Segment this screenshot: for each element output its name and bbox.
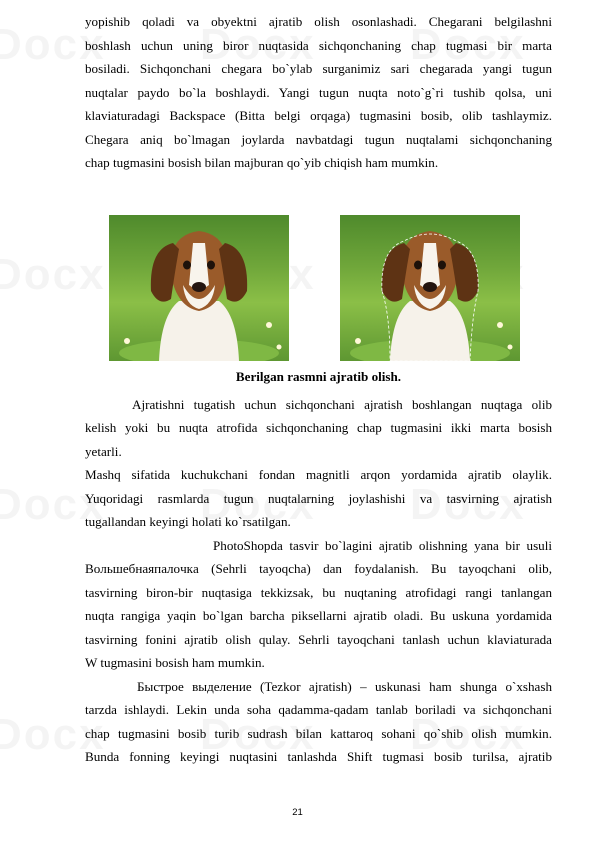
page-number: 21 <box>292 807 303 818</box>
text-line: Chegara aniq bo`lmagan joylarda navbatdagi tugun nuqtalami sichqonchaning <box>85 131 552 147</box>
text-line: Bunda fonning keyingi nuqtasini tanlashda Shift tugmasi bosib turilsa, ajratib <box>85 749 552 764</box>
text-line: yopishib qoladi va obyektni ajratib olish osonlashadi. Chegarani belgilashni <box>85 14 552 29</box>
beagle-puppy-icon <box>340 215 520 361</box>
text-line: chap tugmasini bosish bilan majburan qo`yib chiqish ham mumkin. <box>85 155 439 170</box>
text-line: W tugmasini bosish ham mumkin. <box>85 655 265 670</box>
text-line: Yuqoridagi rasmlarda tugun nuqtalarning joylashishi va tasvirning ajratish <box>85 490 552 506</box>
text-line: kelish yoki bu nuqta atrofida sichqonchaning chap tugmasini ikki marta bosish <box>85 420 552 435</box>
page-body <box>85 10 552 769</box>
figure-puppies <box>85 215 552 393</box>
text-line: tugallandan keyingi holati ko`rsatilgan. <box>85 514 291 529</box>
text-line: boshlash uchun uning biror nuqtasida sichqonchaning chap tugmasi bir marta <box>85 37 552 53</box>
paragraph-finish-selection <box>85 393 552 464</box>
text-line: yetarli. <box>85 443 122 459</box>
beagle-puppy-photo-original <box>109 215 289 361</box>
paragraph-quick-selection <box>85 675 552 769</box>
paragraph-lasso-description <box>85 10 552 175</box>
text-line: tarzda ishlaydi. Lekin unda soha qadamma-qadam tanlab boriladi va sichqonchani <box>85 702 552 717</box>
text-line: chap tugmasini bosib turib sudrash bilan kattaroq sohani qo`shib olish mumkin. <box>85 725 552 741</box>
text-line: tasvirning fonini ajratib olish qulay. Sehrli tayoqchani tanlash uchun klaviaturada <box>85 631 552 647</box>
text-line: bosiladi. Sichqonchani chegara bo`ylab surganimiz sari chegarada yangi tugun <box>85 61 552 76</box>
paragraph-exercise <box>85 463 552 534</box>
beagle-puppy-icon <box>109 215 289 361</box>
beagle-puppy-photo-selected <box>340 215 520 361</box>
text-line: nuqta rangiga yaqin bo`lgan barcha piksellarni ajratib oladi. Bu uskuna yordamida <box>85 608 552 623</box>
paragraph-magic-wand <box>85 534 552 675</box>
figure-caption: Berilgan rasmni ajratib olish. <box>235 368 402 384</box>
text-line: Быcтpoe выдeлeниe (Tezkor ajratish) – uskunasi ham shunga o`xshash <box>137 678 552 694</box>
text-line: Вoльшeбнaяпaлoчкa (Sehrli tayoqcha) dan foydalanish. Bu tayoqchani olib, <box>85 561 552 576</box>
text-line: klaviaturadagi Backspace (Bitta belgi orqaga) tugmasini bosib, olib tashlaymiz. <box>85 108 552 123</box>
text-line: PhotoShopda tasvir bo`lagini ajratib olishning yana bir usuli <box>213 537 552 553</box>
text-line: Mashq sifatida kuchukchani fondan magnitli arqon yordamida ajratib olaylik. <box>85 467 552 482</box>
text-line: tasvirning biron-bir nuqtasiga tekkizsak, bu nuqtaning atrofidagi rangi tanlangan <box>85 584 552 600</box>
text-line: nuqtalar paydo bo`la boshlaydi. Yangi tugun nuqta noto`g`ri tushib qolsa, uni <box>85 84 552 100</box>
text-line: Ajratishni tugatish uchun sichqonchani ajratish boshlangan nuqtaga olib <box>132 396 552 412</box>
